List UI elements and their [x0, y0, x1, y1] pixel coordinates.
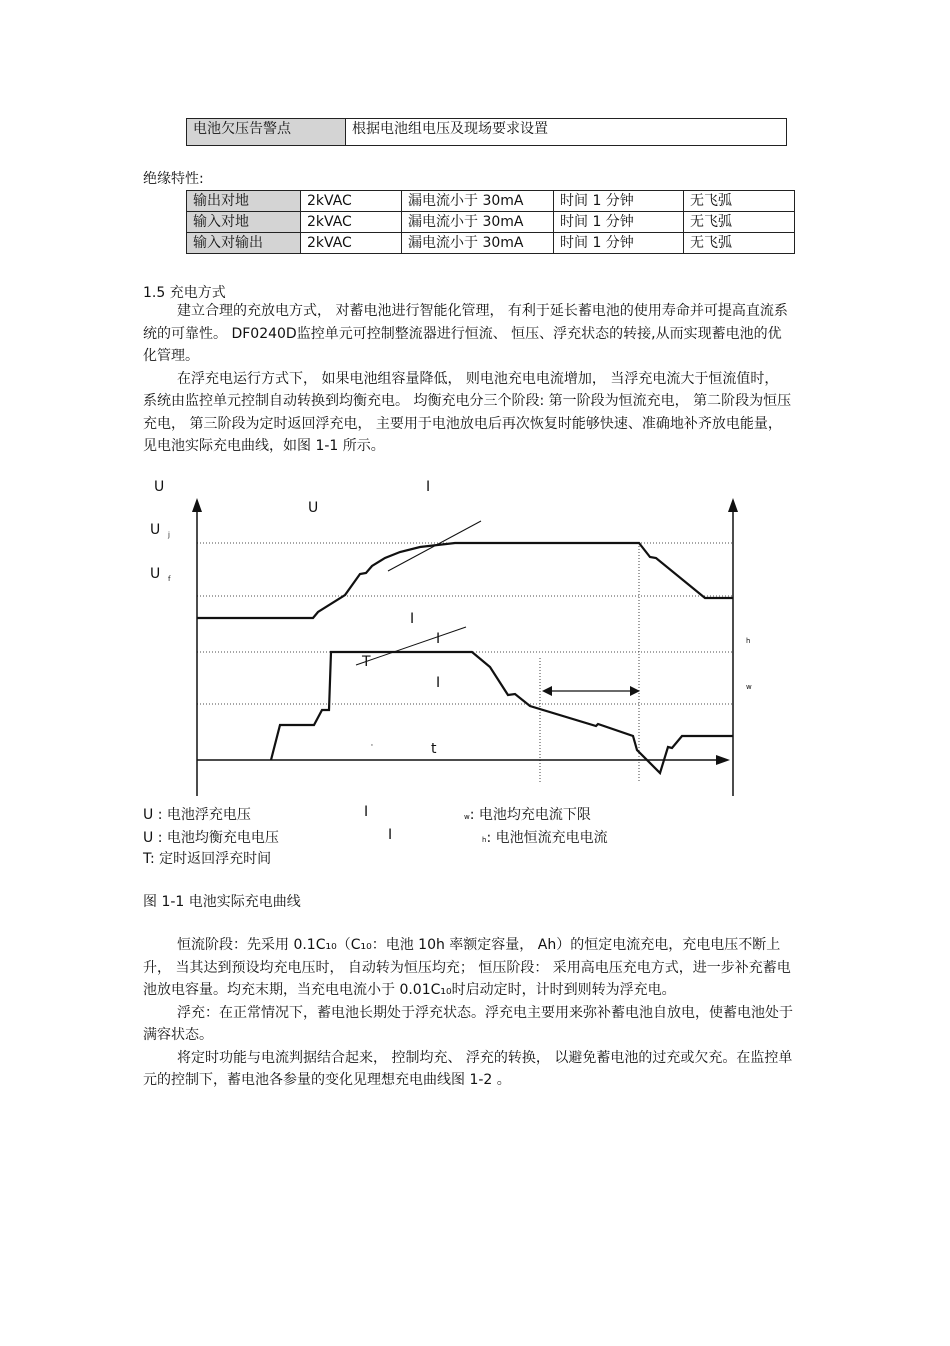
- table-cell: 无飞弧: [684, 212, 795, 233]
- current-tangent: [356, 627, 466, 665]
- table-cell: 2kVAC: [301, 233, 402, 254]
- table-cell: 根据电池组电压及现场要求设置: [346, 119, 787, 146]
- voltage-curve: [197, 543, 733, 618]
- voltage-tangent: [388, 521, 481, 571]
- table-cell: 输入对地: [187, 212, 301, 233]
- undervoltage-table: [186, 118, 787, 146]
- section-body: [143, 300, 795, 458]
- charging-curve-figure: [0, 470, 950, 810]
- legend-line-2: U : 电池均衡充电电压: [143, 830, 279, 846]
- table-cell: 漏电流小于 30mA: [402, 191, 554, 212]
- h-mark: h: [746, 637, 751, 645]
- time-axis-label: t: [431, 741, 437, 757]
- table-cell: 漏电流小于 30mA: [402, 233, 554, 254]
- right-y-arrow: [728, 498, 738, 512]
- paragraph: 将定时功能与电流判据结合起来， 控制均充、 浮充的转换， 以避免蓄电池的过充或欠充。在监控单元的控制下，蓄电池各参量的变化见理想充电曲线图 1-2 。: [143, 1049, 793, 1088]
- uf-label: U f: [150, 566, 171, 583]
- table-cell: 无飞弧: [684, 191, 795, 212]
- t-timer-label: T: [362, 654, 371, 670]
- table-row: [187, 191, 795, 212]
- legend-i-h-desc: h: 电池恒流充电电流: [482, 830, 608, 846]
- table-cell: 无飞弧: [684, 233, 795, 254]
- table-cell: 输出对地: [187, 191, 301, 212]
- current-curve: [271, 652, 733, 773]
- timer-arrow-right: [630, 686, 640, 696]
- figure-caption: 图 1-1 电池实际充电曲线: [143, 894, 301, 910]
- section-heading: 1.5 充电方式: [143, 285, 226, 301]
- x-axis-arrow: [716, 755, 730, 765]
- uj-label: U j: [150, 522, 170, 539]
- charging-curve-svg: [0, 470, 950, 810]
- table-cell: 时间 1 分钟: [554, 233, 684, 254]
- table-cell: 2kVAC: [301, 212, 402, 233]
- legend-line-3: T: 定时返回浮充时间: [143, 851, 272, 867]
- table-cell: 输入对输出: [187, 233, 301, 254]
- table-row: [187, 119, 787, 146]
- timer-arrow-left: [542, 686, 552, 696]
- left-y-arrow: [192, 498, 202, 512]
- i-label-a: I: [410, 611, 415, 627]
- i-axis-title: I: [426, 479, 431, 495]
- paragraph: 恒流阶段：先采用 0.1C₁₀（C₁₀：电池 10h 率额定容量， Ah）的恒定电流充电，充电电压不断上升， 当其达到预设均充电压时， 自动转为恒压均充； 恒压阶段： 采用高电压充电方式，进一步补充蓄电池放电容量。均充末期，当充电电流小于 0.01C₁₀时启动定时，计时到则转为浮充电。: [143, 937, 791, 998]
- lower-body: [143, 934, 795, 1092]
- small-mark: ': [371, 743, 373, 751]
- paragraph: 浮充：在正常情况下，蓄电池长期处于浮充状态。浮充电主要用来弥补蓄电池自放电，使蓄电池处于满容状态。: [143, 1004, 793, 1043]
- legend-line-1: U : 电池浮充电压: [143, 807, 251, 823]
- table-row: [187, 212, 795, 233]
- u-axis-title: U: [154, 479, 165, 495]
- table-cell: 2kVAC: [301, 191, 402, 212]
- u-label: U: [308, 500, 319, 516]
- legend-i-w: I: [364, 804, 369, 820]
- i-label-c: I: [436, 675, 441, 691]
- legend-i-w-desc: w: 电池均充电流下限: [464, 807, 591, 823]
- table-cell: 电池欠压告警点: [187, 119, 346, 146]
- w-mark: w: [746, 683, 752, 691]
- table-row: [187, 233, 795, 254]
- paragraph: 在浮充电运行方式下， 如果电池组容量降低， 则电池充电电流增加， 当浮充电流大于恒流值时， 系统由监控单元控制自动转换到均衡充电。 均衡充电分三个阶段: 第一阶段为恒流充电， 第二阶段为恒压充电， 第三阶段为定时返回浮充电， 主要用于电池放电后再次恢复时能够快速、准确地补齐放电能量，见电池实际充电曲线，如图 1-1 所示。: [143, 370, 792, 454]
- table-cell: 时间 1 分钟: [554, 191, 684, 212]
- insulation-title: 绝缘特性:: [143, 171, 204, 187]
- legend-i-h: I: [388, 827, 393, 843]
- paragraph: 建立合理的充放电方式， 对蓄电池进行智能化管理， 有利于延长蓄电池的使用寿命并可提高直流系统的可靠性。 DF0240D监控单元可控制整流器进行恒流、 恒压、浮充状态的转接,从而实现蓄电池的优化管理。: [143, 303, 788, 364]
- table-cell: 时间 1 分钟: [554, 212, 684, 233]
- i-label-b: I: [436, 631, 441, 647]
- table-cell: 漏电流小于 30mA: [402, 212, 554, 233]
- insulation-table: [186, 190, 795, 254]
